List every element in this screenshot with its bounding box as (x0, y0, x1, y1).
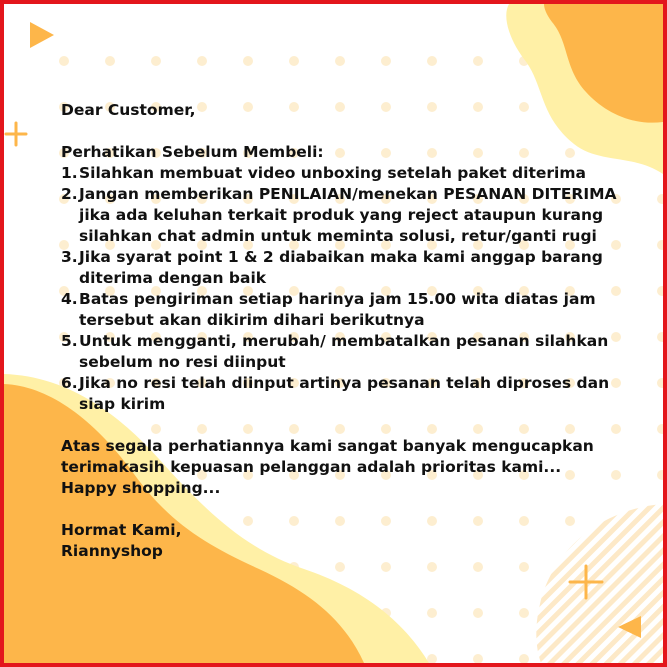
decor-dot (657, 424, 663, 434)
decor-dot (657, 332, 663, 342)
heading: Perhatikan Sebelum Membeli: (61, 143, 324, 161)
list-item: 6. Jika no resi telah diinput artinya pesanan telah diproses dan siap kirim (61, 374, 610, 413)
list-item: 3. Jika syarat point 1 & 2 diabaikan maka kami anggap barang diterima dengan baik (61, 248, 603, 287)
decor-dot (473, 608, 483, 618)
list-item: 4. Batas pengiriman setiap harinya jam 15.00 wita diatas jam tersebut akan dikirim dihari berikutnya (61, 290, 596, 329)
decor-dot (381, 562, 391, 572)
greeting: Dear Customer, (61, 101, 196, 119)
decor-dot (473, 562, 483, 572)
triangle-top-left-icon (30, 22, 54, 48)
decor-dot (335, 562, 345, 572)
closing-line-1: Atas segala perhatiannya kami sangat banyak mengucapkan (61, 437, 594, 455)
decor-dot (657, 240, 663, 250)
list-item: 2. Jangan memberikan PENILAIAN/menekan PESANAN DITERIMA jika ada keluhan terkait produk yang reject ataupun kurang silahkan chat admin untuk meminta solusi, retur/ganti rugi (61, 185, 617, 245)
letter-body (61, 100, 621, 562)
decor-dot (59, 56, 69, 66)
decor-dot (519, 608, 529, 618)
decor-dot (381, 56, 391, 66)
decor-dot (657, 286, 663, 296)
decor-dot (105, 56, 115, 66)
decor-dot (289, 56, 299, 66)
decor-dot (335, 56, 345, 66)
decor-dot (427, 654, 437, 663)
plus-left-icon (6, 123, 26, 145)
closing-line-3: Happy shopping... (61, 479, 221, 497)
decor-dot (657, 470, 663, 480)
list-item: 5. Untuk mengganti, merubah/ membatalkan pesanan silahkan sebelum no resi diinput (61, 332, 609, 371)
rules-list (61, 163, 621, 415)
decor-dot (427, 608, 437, 618)
list-item: 1. Silahkan membuat video unboxing setelah paket diterima (61, 164, 586, 182)
sign-off: Hormat Kami, (61, 521, 182, 539)
decor-dot (427, 56, 437, 66)
decor-dot (519, 562, 529, 572)
decor-dot (243, 56, 253, 66)
decor-dot (197, 56, 207, 66)
decor-dot (657, 194, 663, 204)
closing-line-2: terimakasih kepuasan pelanggan adalah prioritas kami... (61, 458, 562, 476)
decor-dot (427, 562, 437, 572)
decor-dot (473, 56, 483, 66)
decor-dot (519, 654, 529, 663)
shop-name: Riannyshop (61, 542, 163, 560)
decor-dot (473, 654, 483, 663)
decor-dot (151, 56, 161, 66)
decor-dot (657, 378, 663, 388)
